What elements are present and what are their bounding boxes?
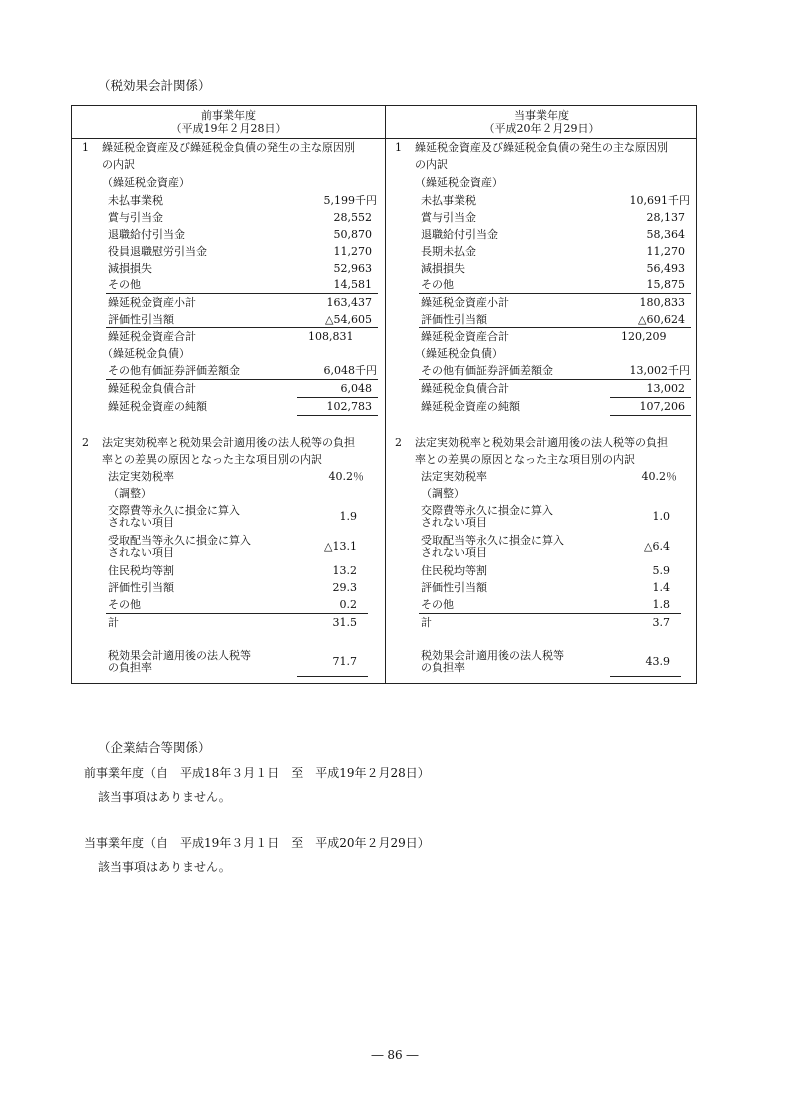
liabilities-total-value: 6,048 (340, 382, 372, 395)
prior-no-items: 該当事項はありません。 (98, 790, 231, 804)
liabilities-label: （繰延税金負債） (415, 347, 503, 360)
entertainment-label: 交際費等永久に損金に算入 (108, 504, 240, 517)
liability-value: 13,002千円 (629, 364, 690, 377)
resident-label: 住民税均等割 (421, 564, 487, 577)
asset-value: 58,364 (646, 228, 685, 241)
assets-total-rule (419, 327, 691, 328)
adjust-label: （調整） (108, 487, 152, 500)
burden-label: 税効果会計適用後の法人税等 (108, 649, 251, 662)
current-period-line: 当事業年度（自 平成19年３月１日 至 平成20年２月29日） (84, 836, 430, 850)
burden-underline (610, 676, 681, 677)
current-header-date: （平成20年２月29日） (483, 122, 600, 135)
burden-underline (297, 676, 368, 677)
burden-value: 43.9 (645, 655, 670, 668)
dividends-label: 受取配当等永久に損金に算入 (421, 534, 564, 547)
assets-total-label: 繰延税金資産合計 (108, 330, 196, 343)
statutory-label: 法定実効税率 (421, 470, 487, 483)
allowance-value: △54,605 (325, 313, 372, 326)
net-underline (297, 415, 378, 416)
dividends-label: 受取配当等永久に損金に算入 (108, 534, 251, 547)
statutory-value: 40.2％ (641, 470, 677, 483)
asset-value: 52,963 (333, 262, 372, 275)
net-value: 102,783 (326, 400, 372, 413)
entertainment-label-cont: されない項目 (108, 516, 174, 529)
burden-label: 税効果会計適用後の法人税等 (421, 649, 564, 662)
allowance-rate-value: 29.3 (332, 581, 357, 594)
allowance-label: 評価性引当額 (421, 313, 487, 326)
item1-heading: 繰延税金資産及び繰延税金負債の発生の主な原因別 (415, 141, 668, 154)
asset-label: 減損損失 (421, 262, 465, 275)
asset-value: 50,870 (333, 228, 372, 241)
net-underline (610, 415, 691, 416)
item1-number: 1 (82, 141, 89, 154)
tax-effect-table (71, 105, 697, 684)
asset-value: 28,137 (646, 211, 685, 224)
resident-value: 5.9 (652, 564, 670, 577)
item2-number: 2 (82, 436, 89, 449)
dividends-label-cont: されない項目 (108, 546, 174, 559)
allowance-value: △60,624 (638, 313, 685, 326)
item1-heading-cont: の内訳 (102, 158, 135, 171)
liabilities-total-value: 13,002 (646, 382, 685, 395)
asset-label: 賞与引当金 (421, 211, 476, 224)
asset-label: 退職給付引当金 (421, 228, 498, 241)
net-label: 繰延税金資産の純額 (108, 400, 207, 413)
subtotal-label: 繰延税金資産小計 (108, 296, 196, 309)
net-label: 繰延税金資産の純額 (421, 400, 520, 413)
asset-label: その他 (108, 278, 141, 291)
asset-label: 役員退職慰労引当金 (108, 245, 207, 258)
other-value: 1.8 (652, 598, 670, 611)
item1-number: 1 (395, 141, 402, 154)
asset-value: 28,552 (333, 211, 372, 224)
current-header-title: 当事業年度 (514, 109, 569, 122)
item2-heading-cont: 率との差異の原因となった主な項目別の内訳 (415, 453, 635, 466)
prior-year-column (72, 106, 385, 683)
net-rule (610, 397, 691, 398)
liabilities-total-rule (419, 379, 691, 380)
assets-label: （繰延税金資産） (415, 176, 503, 189)
asset-value: 11,270 (333, 245, 372, 258)
assets-label: （繰延税金資産） (102, 176, 190, 189)
item2-heading: 法定実効税率と税効果会計適用後の法人税等の負担 (102, 436, 355, 449)
item2-number: 2 (395, 436, 402, 449)
asset-label: 賞与引当金 (108, 211, 163, 224)
assets-total-rule (106, 327, 378, 328)
item2-heading-cont: 率との差異の原因となった主な項目別の内訳 (102, 453, 322, 466)
asset-value: 10,691千円 (629, 194, 690, 207)
asset-value: 14,581 (333, 278, 372, 291)
assets-total-value: 108,831 (308, 330, 354, 343)
allowance-rate-value: 1.4 (652, 581, 670, 594)
subtotal-label: 繰延税金資産小計 (421, 296, 509, 309)
business-combination-title: （企業結合等関係） (98, 740, 211, 755)
net-rule (297, 397, 378, 398)
assets-total-value: 120,209 (621, 330, 667, 343)
asset-value: 56,493 (646, 262, 685, 275)
entertainment-label-cont: されない項目 (421, 516, 487, 529)
page-number: ― 86 ― (371, 1048, 419, 1062)
burden-value: 71.7 (332, 655, 357, 668)
item2-heading: 法定実効税率と税効果会計適用後の法人税等の負担 (415, 436, 668, 449)
entertainment-label: 交際費等永久に損金に算入 (421, 504, 553, 517)
rate-total-label: 計 (421, 616, 432, 629)
item1-heading-cont: の内訳 (415, 158, 448, 171)
statutory-value: 40.2％ (328, 470, 364, 483)
rate-total-rule (106, 613, 368, 614)
current-no-items: 該当事項はありません。 (98, 860, 231, 874)
asset-label: 長期未払金 (421, 245, 476, 258)
assets-total-label: 繰延税金資産合計 (421, 330, 509, 343)
statutory-label: 法定実効税率 (108, 470, 174, 483)
asset-label: 減損損失 (108, 262, 152, 275)
asset-label: 退職給付引当金 (108, 228, 185, 241)
rate-total-label: 計 (108, 616, 119, 629)
liabilities-total-rule (106, 379, 378, 380)
allowance-rate-label: 評価性引当額 (108, 581, 174, 594)
prior-header-title: 前事業年度 (201, 109, 256, 122)
rate-total-value: 31.5 (332, 616, 357, 629)
liabilities-total-label: 繰延税金負債合計 (108, 382, 196, 395)
net-value: 107,206 (639, 400, 685, 413)
asset-value: 5,199千円 (323, 194, 377, 207)
asset-value: 11,270 (646, 245, 685, 258)
asset-value: 15,875 (646, 278, 685, 291)
entertainment-value: 1.0 (652, 510, 670, 523)
subtotal-value: 180,833 (639, 296, 685, 309)
asset-label: 未払事業税 (108, 194, 163, 207)
entertainment-value: 1.9 (339, 510, 357, 523)
liability-value: 6,048千円 (323, 364, 377, 377)
liabilities-label: （繰延税金負債） (102, 347, 190, 360)
dividends-label-cont: されない項目 (421, 546, 487, 559)
subtotal-value: 163,437 (326, 296, 372, 309)
asset-label: 未払事業税 (421, 194, 476, 207)
adjust-label: （調整） (421, 487, 465, 500)
prior-header-date: （平成19年２月28日） (170, 122, 287, 135)
liability-label: その他有価証券評価差額金 (108, 364, 240, 377)
allowance-label: 評価性引当額 (108, 313, 174, 326)
rate-total-value: 3.7 (652, 616, 670, 629)
liabilities-total-label: 繰延税金負債合計 (421, 382, 509, 395)
allowance-rate-label: 評価性引当額 (421, 581, 487, 594)
burden-label-cont: の負担率 (421, 661, 465, 674)
item1-heading: 繰延税金資産及び繰延税金負債の発生の主な原因別 (102, 141, 355, 154)
other-label: その他 (421, 598, 454, 611)
rate-total-rule (419, 613, 681, 614)
resident-value: 13.2 (332, 564, 357, 577)
current-year-column (385, 106, 698, 683)
prior-period-line: 前事業年度（自 平成18年３月１日 至 平成19年２月28日） (84, 766, 430, 780)
subtotal-rule (419, 293, 691, 294)
dividends-value: △6.4 (644, 540, 670, 553)
asset-label: その他 (421, 278, 454, 291)
other-label: その他 (108, 598, 141, 611)
resident-label: 住民税均等割 (108, 564, 174, 577)
subtotal-rule (106, 293, 378, 294)
tax-section-title: （税効果会計関係） (98, 78, 211, 93)
liability-label: その他有価証券評価差額金 (421, 364, 553, 377)
burden-label-cont: の負担率 (108, 661, 152, 674)
dividends-value: △13.1 (324, 540, 357, 553)
other-value: 0.2 (339, 598, 357, 611)
